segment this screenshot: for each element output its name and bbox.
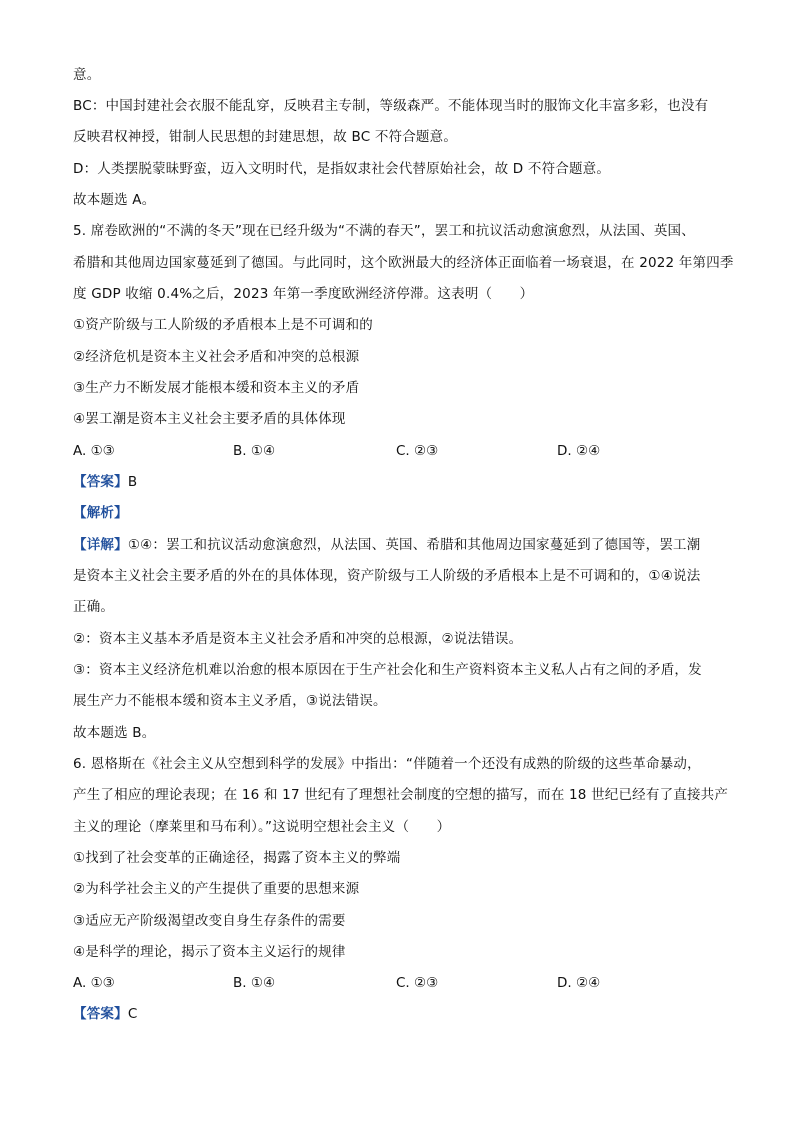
question-5-explanation (73, 535, 733, 555)
detail-tag: 【详解】 (73, 537, 128, 553)
question-6-option-b: B. ①④ (233, 975, 276, 991)
text-line: 故本题选 A。 (73, 192, 156, 208)
question-6-stem: 主义的理论（摩莱里和马布利）。”这说明空想社会主义（ ） (73, 819, 451, 835)
question-5-statement: ②经济危机是资本主义社会矛盾和冲突的总根源 (73, 349, 360, 365)
question-5-stem: 希腊和其他周边国家蔓延到了德国。与此同时，这个欧洲最大的经济体正面临着一场衰退，在 2022 年第四季 (73, 255, 734, 271)
question-5-stem: 度 GDP 收缩 0.4%之后，2023 年第一季度欧洲经济停滞。这表明（ ） (73, 286, 534, 302)
text-line: 反映君权神授，钳制人民思想的封建思想，故 BC 不符合题意。 (73, 129, 458, 145)
question-6-statement: ④是科学的理论，揭示了资本主义运行的规律 (73, 944, 346, 960)
question-5-explanation: ③：资本主义经济危机难以治愈的根本原因在于生产社会化和生产资料资本主义私人占有之间的矛盾，发 (73, 662, 702, 678)
answer-value: C (127, 1006, 138, 1022)
question-6-option-c: C. ②③ (396, 975, 439, 991)
text-line: 意。 (73, 67, 101, 83)
question-5-stem: 5. 席卷欧洲的“不满的冬天”现在已经升级为“不满的春天”，罢工和抗议活动愈演愈烈，从法国、英国、 (73, 223, 695, 239)
question-5-statement: ③生产力不断发展才能根本缓和资本主义的矛盾 (73, 380, 360, 396)
question-6-statement: ①找到了社会变革的正确途径，揭露了资本主义的弊端 (73, 850, 401, 866)
text-line: D：人类摆脱蒙昧野蛮，迈入文明时代，是指奴隶社会代替原始社会，故 D 不符合题意。 (73, 161, 611, 177)
question-5-explanation: 故本题选 B。 (73, 725, 156, 741)
question-5-explanation: 正确。 (73, 599, 115, 615)
question-5-explanation: ②：资本主义基本矛盾是资本主义社会矛盾和冲突的总根源，②说法错误。 (73, 631, 523, 647)
question-5-option-c: C. ②③ (396, 443, 439, 459)
question-6-option-a: A. ①③ (73, 975, 115, 991)
question-6-answer (73, 1004, 733, 1024)
question-6-stem: 产生了相应的理论表现；在 16 和 17 世纪有了理想社会制度的空想的描写，而在 18 世纪已经有了直接共产 (73, 787, 729, 803)
question-5-answer (73, 472, 733, 492)
question-5-option-d: D. ②④ (557, 443, 601, 459)
question-5-option-b: B. ①④ (233, 443, 276, 459)
question-5-option-a: A. ①③ (73, 443, 115, 459)
question-5-statement: ①资产阶级与工人阶级的矛盾根本上是不可调和的 (73, 317, 374, 333)
question-6-statement: ③适应无产阶级渴望改变自身生存条件的需要 (73, 913, 346, 929)
analysis-tag: 【解析】 (73, 505, 128, 521)
question-5-explanation: 是资本主义社会主要矛盾的外在的具体体现，资产阶级与工人阶级的矛盾根本上是不可调和的，①④说法 (73, 568, 701, 584)
question-6-option-d: D. ②④ (557, 975, 601, 991)
detail-text: ①④：罢工和抗议活动愈演愈烈，从法国、英国、希腊和其他周边国家蔓延到了德国等，罢工潮 (127, 537, 701, 553)
question-6-statement: ②为科学社会主义的产生提供了重要的思想来源 (73, 881, 360, 897)
question-5-statement: ④罢工潮是资本主义社会主要矛盾的具体体现 (73, 411, 346, 427)
text-line: BC：中国封建社会衣服不能乱穿，反映君主专制，等级森严。不能体现当时的服饰文化丰富多彩，也没有 (73, 98, 709, 114)
answer-tag: 【答案】 (73, 1006, 128, 1022)
answer-tag: 【答案】 (73, 474, 128, 490)
answer-value: B (127, 474, 138, 490)
question-5-explanation: 展生产力不能根本缓和资本主义矛盾，③说法错误。 (73, 693, 387, 709)
question-6-stem: 6. 恩格斯在《社会主义从空想到科学的发展》中指出：“伴随着一个还没有成熟的阶级的这些革命暴动， (73, 756, 701, 772)
